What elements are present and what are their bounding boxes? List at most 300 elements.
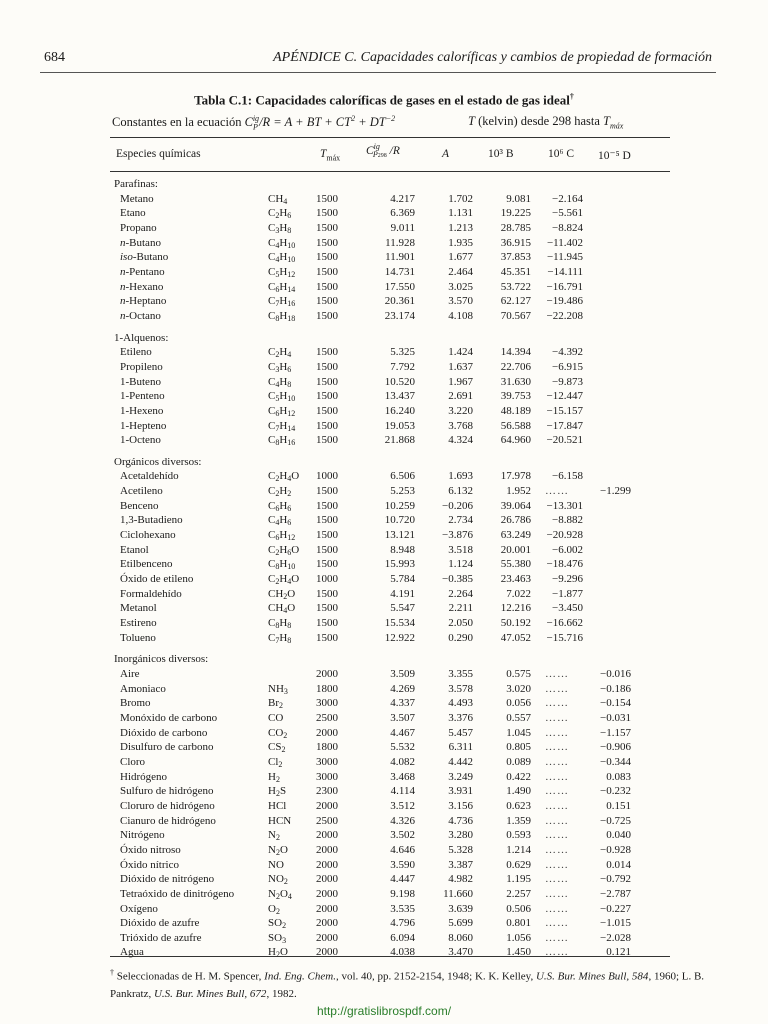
- cell-c: ……: [545, 799, 569, 812]
- table-row: [114, 784, 631, 799]
- cell-name: Amoniaco: [120, 682, 166, 695]
- cell-d: −0.792: [600, 873, 631, 886]
- cell-cp: 13.437: [384, 390, 415, 403]
- cell-cp: 3.468: [390, 770, 415, 783]
- table-row: [114, 916, 631, 931]
- cell-formula: CO: [268, 711, 284, 724]
- cell-a: 4.324: [448, 434, 473, 447]
- cell-c: ……: [545, 902, 569, 915]
- table-row: [114, 345, 631, 360]
- cell-d: [583, 192, 631, 207]
- cell-name: 1-Hexeno: [120, 404, 164, 417]
- cell-d: 0.014: [606, 858, 631, 871]
- table-row: [114, 294, 631, 309]
- cell-b: 0.623: [506, 799, 531, 812]
- cell-a: 1.702: [448, 192, 473, 205]
- cell-cp: 4.467: [390, 726, 415, 739]
- cell-name: Tetraóxido de dinitrógeno: [120, 887, 235, 900]
- cell-d: [583, 513, 631, 528]
- cell-a: 3.156: [448, 799, 473, 812]
- cell-cp: 4.217: [390, 192, 415, 205]
- cell-c: −9.296: [552, 573, 583, 586]
- cell-b: 70.567: [500, 309, 531, 322]
- cell-c: ……: [545, 682, 569, 695]
- cell-b: 26.786: [500, 514, 531, 527]
- cell-tmax: 1500: [316, 514, 338, 527]
- col-head-b: 10³ B: [488, 148, 514, 160]
- cell-a: 3.931: [448, 785, 473, 798]
- footnote-journal-1: Ind. Eng. Chem.: [264, 970, 336, 983]
- cell-tmax: 1500: [316, 360, 338, 373]
- table-row: [114, 265, 631, 280]
- cell-tmax: 2000: [316, 858, 338, 871]
- footnote-text-1: Seleccionadas de H. M. Spencer,: [114, 970, 265, 983]
- cell-a: 1.131: [448, 207, 473, 220]
- table-row: [114, 236, 631, 251]
- cell-c: ……: [545, 485, 569, 498]
- cell-formula: $C_7H_{16}$: [268, 295, 296, 309]
- rule-header-bottom: [110, 171, 670, 172]
- cell-formula: $C_2H_2$: [268, 485, 292, 499]
- col-head-cp: $C^{ig}_{P298}$ /R: [366, 142, 400, 160]
- table-row: [114, 557, 631, 572]
- group-header-row: [114, 174, 631, 192]
- cell-cp: 4.447: [390, 873, 415, 886]
- cell-c: −5.561: [552, 207, 583, 220]
- cell-c: ……: [545, 697, 569, 710]
- cell-cp: 4.269: [390, 682, 415, 695]
- table-row: [114, 543, 631, 558]
- cell-formula: $C_3H_6$: [268, 360, 292, 374]
- cell-d: −1.299: [600, 485, 631, 498]
- cell-d: [583, 601, 631, 616]
- cell-formula: $C_2H_4O$: [268, 470, 300, 484]
- cell-c: ……: [545, 711, 569, 724]
- cell-d: [583, 206, 631, 221]
- cell-a: 5.328: [448, 843, 473, 856]
- cell-b: 1.195: [506, 873, 531, 886]
- cell-cp: 5.253: [390, 485, 415, 498]
- cell-b: 55.380: [500, 558, 531, 571]
- cell-formula: $C_5H_{12}$: [268, 265, 296, 279]
- cell-d: [583, 631, 631, 646]
- cell-a: −0.206: [442, 499, 473, 512]
- cell-tmax: 2000: [316, 829, 338, 842]
- table-row: [114, 814, 631, 829]
- cell-cp: 5.532: [390, 741, 415, 754]
- group-name: Parafinas:: [114, 178, 158, 190]
- cell-name: 1-Octeno: [120, 434, 161, 447]
- col-head-tmax: $T_{máx}$: [320, 148, 341, 163]
- cell-b: 12.216: [500, 602, 531, 615]
- footer-link[interactable]: http://gratislibrospdf.com/: [316, 1004, 452, 1018]
- cell-tmax: 2300: [316, 785, 338, 798]
- cell-name: Dióxido de nitrógeno: [120, 873, 215, 886]
- cell-name: Óxido nitroso: [120, 843, 181, 856]
- col-head-d: 10⁻⁵ D: [598, 150, 631, 162]
- cell-cp: 7.792: [390, 360, 415, 373]
- cell-c: −13.301: [546, 499, 583, 512]
- cell-cp: 4.114: [390, 785, 415, 798]
- cell-c: −18.476: [546, 558, 583, 571]
- cell-a: 2.691: [448, 390, 473, 403]
- cell-c: −11.945: [546, 251, 583, 264]
- cell-c: ……: [545, 668, 569, 680]
- cell-name: iso-Butano: [120, 251, 169, 264]
- group-header-row: [114, 452, 631, 470]
- cell-formula: $C_2H_6O$: [268, 543, 300, 557]
- footnote-text-3: , 1960; L. B. Pankratz,: [110, 970, 705, 1000]
- cell-b: 39.753: [500, 390, 531, 403]
- cell-d: −0.016: [600, 668, 631, 680]
- cell-name: Dióxido de carbono: [120, 726, 208, 739]
- table-row: [114, 696, 631, 711]
- cell-c: −16.791: [546, 280, 583, 293]
- group-header-row: [114, 649, 631, 667]
- cell-b: 62.127: [500, 295, 531, 308]
- cell-b: 9.081: [506, 192, 531, 205]
- cell-b: 22.706: [500, 360, 531, 373]
- cell-c: −22.208: [546, 309, 583, 322]
- cell-c: −8.824: [552, 221, 583, 234]
- cell-name: Ciclohexano: [120, 529, 176, 542]
- cell-tmax: 1500: [316, 390, 338, 403]
- cell-c: ……: [545, 946, 569, 959]
- cell-cp: 20.361: [384, 295, 415, 308]
- cell-b: 0.089: [506, 755, 531, 768]
- cell-name: Estireno: [120, 617, 157, 630]
- cell-name: Monóxido de carbono: [120, 711, 218, 724]
- cell-a: 2.264: [448, 587, 473, 600]
- cell-cp: 3.535: [390, 902, 415, 915]
- cell-a: 3.280: [448, 829, 473, 842]
- cell-tmax: 3000: [316, 755, 338, 768]
- col-head-c: 10⁶ C: [548, 148, 575, 160]
- cell-tmax: 2500: [316, 711, 338, 724]
- equation: [244, 114, 396, 132]
- cell-b: 14.394: [500, 346, 531, 359]
- cell-tmax: 1500: [316, 617, 338, 630]
- cell-name: Propileno: [120, 360, 163, 373]
- cell-tmax: 1500: [316, 346, 338, 359]
- cell-name: Benceno: [120, 499, 159, 512]
- group-header-row: [114, 328, 631, 346]
- cell-formula: $CH_4$: [268, 192, 288, 206]
- table-title: [0, 92, 768, 108]
- cell-b: 28.785: [500, 221, 531, 234]
- cell-d: 0.151: [606, 799, 631, 812]
- cell-tmax: 1500: [316, 251, 338, 264]
- cell-cp: 5.784: [390, 573, 415, 586]
- cell-name: Etano: [120, 207, 146, 220]
- cell-d: [583, 309, 631, 324]
- cell-formula: $Br_2$: [268, 697, 283, 711]
- cell-d: [583, 557, 631, 572]
- cell-formula: $Cl_2$: [268, 755, 283, 769]
- cell-cp: 15.534: [384, 617, 415, 630]
- range-render: T (kelvin) desde 298 hasta $T_{máx}$: [468, 114, 624, 131]
- running-header: APÉNDICE C. Capacidades caloríficas y cambios de propiedad de formación: [273, 50, 712, 65]
- cell-c: −8.882: [552, 514, 583, 527]
- cell-c: ……: [545, 785, 569, 798]
- cell-b: 1.490: [506, 785, 531, 798]
- cell-tmax: 1500: [316, 207, 338, 220]
- cell-cp: 16.240: [384, 404, 415, 417]
- table-row: [114, 192, 631, 207]
- table-row: [114, 280, 631, 295]
- table-row: [114, 711, 631, 726]
- cell-d: [583, 587, 631, 602]
- cell-tmax: 2000: [316, 917, 338, 930]
- range-line: [468, 114, 623, 131]
- cell-name: Hidrógeno: [120, 770, 168, 783]
- cell-tmax: 1500: [316, 499, 338, 512]
- cell-c: −6.915: [552, 360, 583, 373]
- equation-render: $C_P^{ig}/R = A$ + BT + $CT^2 + DT^{-2}$: [244, 114, 396, 132]
- cell-c: ……: [545, 858, 569, 871]
- cell-name: Disulfuro de carbono: [120, 741, 214, 754]
- group-name: Orgánicos diversos:: [114, 455, 202, 468]
- cell-c: −4.392: [552, 346, 583, 359]
- cell-a: 3.570: [448, 295, 473, 308]
- cell-formula: $NO_2$: [268, 873, 288, 887]
- cell-c: ……: [545, 755, 569, 768]
- cell-formula: $N_2O$: [268, 843, 288, 857]
- cell-formula: $C_2H_6$: [268, 207, 292, 221]
- table-row: [114, 682, 631, 697]
- cell-d: [583, 389, 631, 404]
- cell-cp: 4.326: [390, 814, 415, 827]
- cell-formula: $H_2S$: [268, 785, 287, 799]
- table-row: [114, 843, 631, 858]
- table-row: [114, 484, 631, 499]
- cell-tmax: 1500: [316, 192, 338, 205]
- cell-name: Óxido de etileno: [120, 573, 194, 586]
- cell-c: −6.158: [552, 470, 583, 483]
- cell-formula: $C_4H_{10}$: [268, 251, 296, 265]
- cell-name: 1,3-Butadieno: [120, 514, 183, 527]
- cell-b: 45.351: [500, 265, 531, 278]
- rule-top: [110, 137, 670, 138]
- cell-formula: $C_6H_{12}$: [268, 404, 296, 418]
- cell-name: Aire: [120, 668, 140, 680]
- cell-d: [583, 360, 631, 375]
- cell-b: 2.257: [506, 887, 531, 900]
- cell-a: 1.677: [448, 251, 473, 264]
- cell-formula: $C_3H_8$: [268, 221, 292, 235]
- cell-c: −11.402: [546, 236, 583, 249]
- cell-cp: 9.011: [390, 221, 415, 234]
- group-name: Inorgánicos diversos:: [114, 653, 209, 666]
- cell-a: 5.457: [448, 726, 473, 739]
- cell-c: −20.521: [546, 434, 583, 447]
- table-row: [114, 360, 631, 375]
- cell-a: 1.637: [448, 360, 473, 373]
- cell-name: Sulfuro de hidrógeno: [120, 785, 214, 798]
- cell-b: 1.450: [506, 946, 531, 959]
- cell-name: Bromo: [120, 697, 151, 710]
- cell-name: Etilbenceno: [120, 558, 173, 571]
- cell-a: −3.876: [442, 529, 473, 542]
- cell-name: Agua: [120, 946, 144, 959]
- cell-tmax: 1000: [316, 573, 338, 586]
- cell-d: −0.906: [600, 741, 631, 754]
- cell-d: [583, 236, 631, 251]
- cell-cp: 3.509: [390, 668, 415, 680]
- cell-d: −0.031: [600, 711, 631, 724]
- cell-tmax: 1500: [316, 631, 338, 644]
- cell-c: −1.877: [552, 587, 583, 600]
- cell-name: Acetaldehído: [120, 470, 179, 483]
- cell-c: −14.111: [547, 265, 583, 278]
- cell-d: 0.083: [606, 770, 631, 783]
- cell-b: 0.805: [506, 741, 531, 754]
- cell-a: −0.385: [442, 573, 473, 586]
- cell-a: 1.935: [448, 236, 473, 249]
- cell-c: −12.447: [546, 390, 583, 403]
- table-row: [114, 828, 631, 843]
- cell-d: [583, 616, 631, 631]
- cell-d: −0.227: [600, 902, 631, 915]
- cell-a: 3.220: [448, 404, 473, 417]
- footnote-journal-3: U.S. Bur. Mines Bull, 672: [153, 987, 267, 1000]
- footnote: [110, 964, 710, 1003]
- cell-a: 1.213: [448, 221, 473, 234]
- cell-a: 4.442: [448, 755, 473, 768]
- footnote-text-2: , vol. 40, pp. 2152-2154, 1948; K. K. Kelley,: [335, 970, 536, 983]
- cell-name: n-Butano: [120, 236, 161, 249]
- table-row: [114, 309, 631, 324]
- table-title-mark: †: [569, 92, 574, 101]
- cell-c: −6.002: [552, 543, 583, 556]
- cell-a: 6.132: [448, 485, 473, 498]
- cell-cp: 9.198: [390, 887, 415, 900]
- cell-d: 0.121: [606, 946, 631, 959]
- cell-cp: 6.506: [390, 470, 415, 483]
- cell-b: 0.557: [506, 711, 531, 724]
- cell-cp: 23.174: [384, 309, 415, 322]
- cell-d: −1.015: [600, 917, 631, 930]
- cell-b: 50.192: [500, 617, 531, 630]
- cell-formula: $CS_2$: [268, 741, 286, 755]
- cell-formula: $C_5H_{10}$: [268, 390, 296, 404]
- cell-name: Dióxido de azufre: [120, 917, 200, 930]
- cell-formula: $CH_4O$: [268, 602, 296, 616]
- cell-b: 36.915: [500, 236, 531, 249]
- cell-formula: $SO_3$: [268, 931, 287, 945]
- footnote-mark: †: [110, 968, 114, 977]
- cell-d: −2.787: [600, 887, 631, 900]
- cell-formula: $C_4H_{10}$: [268, 236, 296, 250]
- cell-formula: $H_2$: [268, 770, 280, 784]
- cell-b: 31.630: [500, 375, 531, 388]
- cell-a: 3.578: [448, 682, 473, 695]
- cell-d: [583, 404, 631, 419]
- cell-d: −1.157: [600, 726, 631, 739]
- cell-name: Trióxido de azufre: [120, 931, 202, 944]
- cell-cp: 4.082: [390, 755, 415, 768]
- cell-a: 1.424: [448, 346, 473, 359]
- cell-name: Tolueno: [120, 631, 156, 644]
- cell-b: 23.463: [500, 573, 531, 586]
- cell-d: [583, 528, 631, 543]
- cell-formula: $C_4H_8$: [268, 375, 292, 389]
- cell-cp: 17.550: [384, 280, 415, 293]
- table-row: [114, 667, 631, 682]
- cell-tmax: 1500: [316, 309, 338, 322]
- cell-formula: HCN: [268, 814, 292, 827]
- cell-cp: 4.646: [390, 843, 415, 856]
- cell-b: 19.225: [500, 207, 531, 220]
- constants-line: [112, 114, 395, 132]
- cell-a: 8.060: [448, 931, 473, 944]
- cell-cp: 11.928: [385, 236, 415, 249]
- cell-name: Metano: [120, 192, 154, 205]
- cell-c: −2.164: [552, 192, 583, 205]
- cell-d: −0.725: [600, 814, 631, 827]
- cell-d: [583, 375, 631, 390]
- cell-tmax: 2000: [316, 887, 338, 900]
- table-row: [114, 931, 631, 946]
- cell-name: Cianuro de hidrógeno: [120, 814, 216, 827]
- cell-cp: 6.369: [390, 207, 415, 220]
- cell-a: 3.639: [448, 902, 473, 915]
- cell-a: 4.108: [448, 309, 473, 322]
- cell-formula: $C_8H_8$: [268, 617, 292, 631]
- cell-formula: $SO_2$: [268, 917, 287, 931]
- cell-a: 3.025: [448, 280, 473, 293]
- cell-name: Oxígeno: [120, 902, 158, 915]
- cell-cp: 4.038: [390, 946, 415, 959]
- table-row: [114, 206, 631, 221]
- cell-a: 3.387: [448, 858, 473, 871]
- cell-cp: 14.731: [384, 265, 415, 278]
- cell-cp: 5.325: [390, 346, 415, 359]
- cell-formula: NO: [268, 858, 284, 871]
- cell-d: [583, 250, 631, 265]
- cell-a: 1.124: [448, 558, 473, 571]
- cell-d: [583, 345, 631, 360]
- cell-formula: [268, 667, 316, 682]
- table-row: [114, 631, 631, 646]
- cell-tmax: 1800: [316, 741, 338, 754]
- cell-tmax: 2000: [316, 668, 338, 680]
- table-row: [114, 499, 631, 514]
- cell-formula: $C_8H_{16}$: [268, 434, 296, 448]
- cell-c: −17.847: [546, 419, 583, 432]
- cell-cp: 13.121: [384, 529, 415, 542]
- cell-tmax: 1500: [316, 434, 338, 447]
- table-row: [114, 389, 631, 404]
- cell-cp: 21.868: [384, 434, 415, 447]
- cell-b: 64.960: [500, 434, 531, 447]
- table-row: [114, 469, 631, 484]
- table-row: [114, 587, 631, 602]
- cell-tmax: 1500: [316, 558, 338, 571]
- cell-tmax: 1500: [316, 419, 338, 432]
- cell-formula: $C_8H_{18}$: [268, 309, 296, 323]
- cell-cp: 11.901: [385, 251, 415, 264]
- cell-c: ……: [545, 917, 569, 930]
- cell-d: [583, 280, 631, 295]
- cell-formula: $C_6H_6$: [268, 499, 292, 513]
- cell-formula: $H_2O$: [268, 946, 288, 960]
- cell-a: 0.290: [448, 631, 473, 644]
- table-row: [114, 601, 631, 616]
- cell-name: Etanol: [120, 543, 149, 556]
- cell-c: ……: [545, 814, 569, 827]
- cell-formula: HCl: [268, 799, 287, 812]
